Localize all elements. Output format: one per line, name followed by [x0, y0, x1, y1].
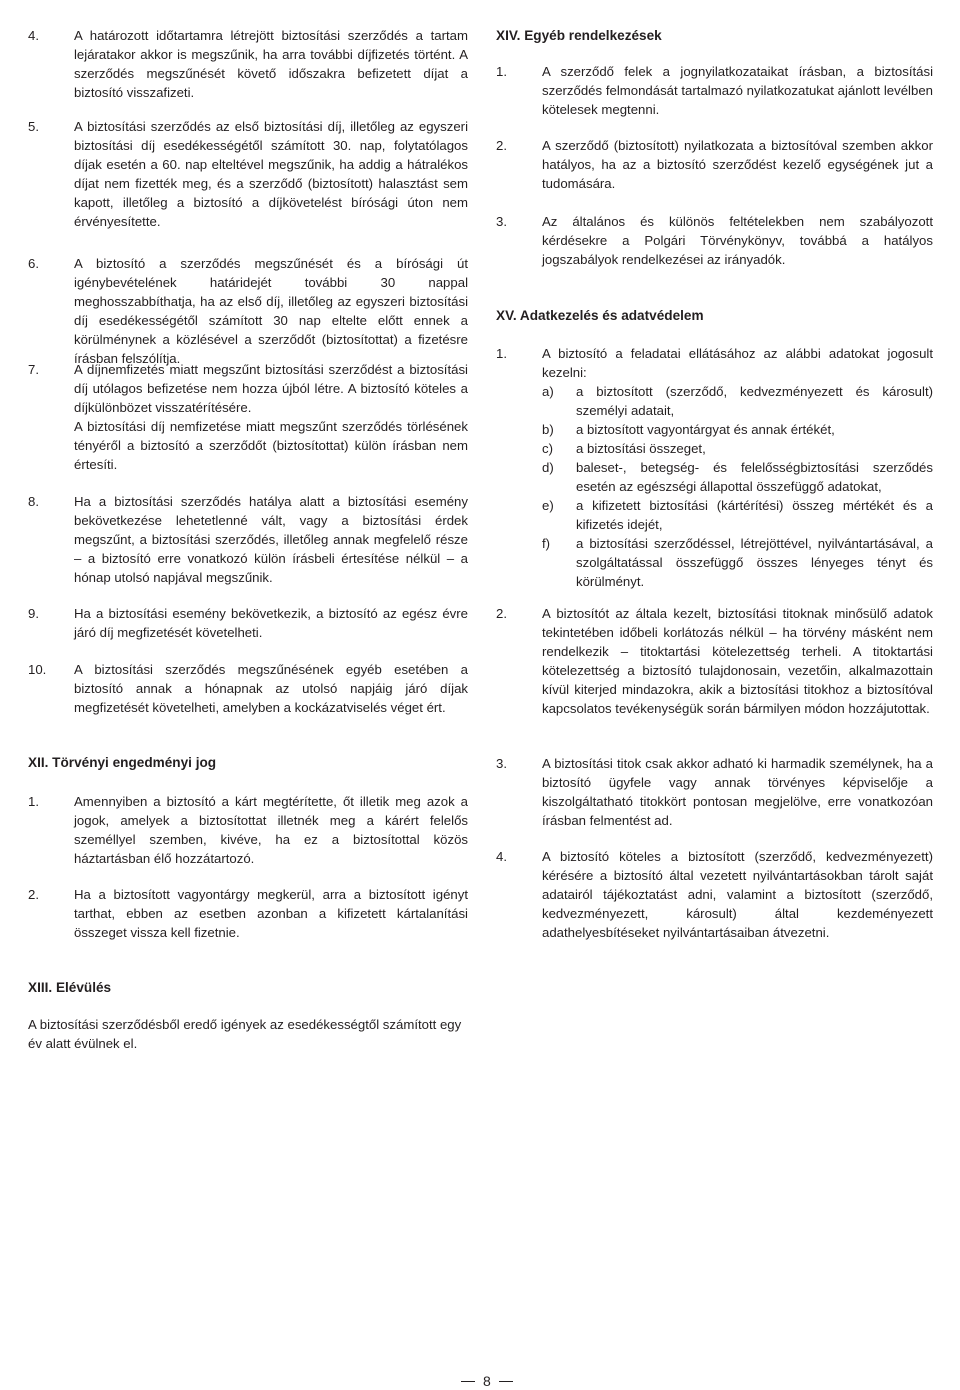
- xiv-clause-2: [496, 136, 933, 193]
- subitem-letter: f): [542, 536, 551, 551]
- clause-text: Ha a biztosítási szerződés hatálya alatt a biztosítási esemény bekövetkezése lehetetlenné vált, vagy a biztosítási érdek megszűnt, a biztosítási szerződés, illetőleg annak megfelelő része – a biztosító erre vonatkozó külön írásbeli értesítése nélkül – a hónap utolsó napjával megszűnik.: [74, 494, 468, 585]
- clause-intro: A biztosító a feladatai ellátásához az alábbi adatokat jogosult kezelni:: [542, 346, 933, 380]
- clause-number: 1.: [28, 794, 39, 809]
- page-number: [461, 1372, 513, 1390]
- clause-text: A biztosító a szerződés megszűnését és a bírósági út igénybevételének határidejét további 30 nappal meghosszabbíthatja, ha az első díj, illetőleg az egyszeri biztosítási díj esedékességétől számított 30 nap eltelte előtt ennek a körülménynek a közlésével a szerződőt (biztosítottat) a fizetésre írásban felszólítja.: [74, 256, 468, 366]
- dash-left: [461, 1381, 475, 1382]
- clause-number: 10.: [28, 662, 47, 677]
- clause-text-continued: A biztosítási díj nemfizetése miatt megszűnt szerződés törlésének tényéről a biztosító a szerződőt (biztosítottat) külön írásban nem értesíti.: [74, 419, 468, 472]
- clause-9: [28, 604, 468, 642]
- subitem-a: [542, 382, 933, 420]
- section-heading-xiii: XIII. Elévülés: [28, 980, 112, 995]
- clause-number: 2.: [496, 138, 507, 153]
- subitem-text: a kifizetett biztosítási (kártérítési) összeg mértékét és a kifizetés idejét,: [576, 498, 933, 532]
- clause-number: 8.: [28, 494, 39, 509]
- subitem-letter: e): [542, 498, 554, 513]
- subitem-text: baleset-, betegség- és felelősségbiztosítási szerződés esetén az egészségi állapottal összefüggő adatokat,: [576, 460, 933, 494]
- subitem-text: a biztosított vagyontárgyat és annak értékét,: [576, 422, 835, 437]
- clause-text: A biztosítási titok csak akkor adható ki harmadik személynek, ha a biztosító ügyfele vagy annak törvényes képviselője a kiszolgáltatható titokkört pontosan megjelölve, erre vonatkozóan írásban felmentést ad.: [542, 756, 933, 828]
- clause-text: Az általános és különös feltételekben nem szabályozott kérdésekre a Polgári Törvénykönyv, továbbá a hatályos jogszabályok rendelkezései az irányadók.: [542, 214, 933, 267]
- section-heading-xiv: XIV. Egyéb rendelkezések: [496, 28, 662, 43]
- clause-number: 5.: [28, 119, 39, 134]
- clause-number: 3.: [496, 756, 507, 771]
- clause-text: A biztosítási szerződés megszűnésének egyéb esetében a biztosító annak a hónapnak az utolsó napjáig járó díjak megfizetését követelheti, amelyben a kockázatviselés véget ért.: [74, 662, 468, 715]
- clause-text: A díjnemfizetés miatt megszűnt biztosítási szerződést a biztosítási díj utólagos befizetése nem hozza újból létre. A biztosító köteles a díjkülönbözet visszatérítésére.: [74, 362, 468, 415]
- subitem-text: a biztosítási szerződéssel, létrejöttével, nyilvántartásával, a szolgáltatással összefüggő összes lényeges tényt és körülményt.: [576, 536, 933, 589]
- subitem-text: a biztosítási összeget,: [576, 441, 706, 456]
- xii-clause-2: [28, 885, 468, 942]
- clause-text: A szerződő (biztosított) nyilatkozata a biztosítóval szemben akkor hatályos, ha az a biztosító szerződést kezelő egységének jut a tudomására.: [542, 138, 933, 191]
- section-heading-xii: XII. Törvényi engedményi jog: [28, 755, 217, 770]
- subitem-letter: b): [542, 422, 554, 437]
- subitem-b: [542, 420, 933, 439]
- clause-text: Ha a biztosítási esemény bekövetkezik, a biztosító az egész évre járó díj megfizetését követelheti.: [74, 606, 468, 640]
- clause-number: 2.: [496, 606, 507, 621]
- clause-number: 4.: [28, 28, 39, 43]
- clause-number: 6.: [28, 256, 39, 271]
- subitem-letter: c): [542, 441, 553, 456]
- clause-10: [28, 660, 468, 717]
- clause-text: A biztosítási szerződés az első biztosítási díj, illetőleg az egyszeri biztosítási díj esedékességétől számított 30. nap, folytatólagos díjak esetén a 60. nap elteltével megszűnik, ha addig a hátralékos díjat nem fizették meg, és a szerződő (biztosított) halasztást sem kapott, illetőleg a biztosító a díjkövetelést bírósági úton nem érvényesítette.: [74, 119, 468, 229]
- clause-number: 9.: [28, 606, 39, 621]
- clause-text: Ha a biztosított vagyontárgy megkerül, arra a biztosított igényt tarthat, ebben az esetben azonban a kifizetett kártalanítási összeget vissza kell fizetnie.: [74, 887, 468, 940]
- subitem-f: [542, 534, 933, 591]
- xv-clause-2: [496, 604, 933, 718]
- xv-clause-3: [496, 754, 933, 830]
- dash-right: [499, 1381, 513, 1382]
- subitem-d: [542, 458, 933, 496]
- clause-text: Amennyiben a biztosító a kárt megtérítette, őt illetik meg azok a jogok, amelyek a biztosítottat illetnék meg a kárért felelős személlyel szemben, kivéve, ha ez a biztosítottal közös háztartásban élő hozzátartozó.: [74, 794, 468, 866]
- clause-number: 2.: [28, 887, 39, 902]
- section-heading-xv: XV. Adatkezelés és adatvédelem: [496, 308, 704, 323]
- clause-6: [28, 254, 468, 368]
- clause-number: 7.: [28, 362, 39, 377]
- clause-5: [28, 117, 468, 231]
- xv-clause-1: [496, 344, 933, 591]
- clause-number: 1.: [496, 346, 507, 361]
- clause-number: 4.: [496, 849, 507, 864]
- clause-4: [28, 26, 468, 102]
- clause-text: A határozott időtartamra létrejött biztosítási szerződés a tartam lejáratakor akkor is megszűnik, ha arra további díjfizetés történt. A szerződés megszűnését követő időszakra befizetett díjat a biztosító visszafizeti.: [74, 28, 468, 100]
- section-text: A biztosítási szerződésből eredő igények az esedékességtől számított egy év alatt évülnek el.: [28, 1017, 462, 1051]
- xv-clause-4: [496, 847, 933, 942]
- clause-text: A biztosítót az általa kezelt, biztosítási titoknak minősülő adatok tekintetében időbeli korlátozás nélkül – ha törvény másként nem rendelkezik – titoktartási kötelezettség terheli. A titoktartási kötelezettség a biztosító tulajdonosain, vezetőin, alkalmazottain kívül kiterjed mindazokra, akik a biztosítási titokhoz a biztosítóval kapcsolatos tevékenységük során bármilyen módon hozzájutottak.: [542, 606, 933, 716]
- subitem-letter: a): [542, 384, 554, 399]
- xii-clause-1: [28, 792, 468, 868]
- subitem-c: [542, 439, 933, 458]
- clause-text: A biztosító köteles a biztosított (szerződő, kedvezményezett) kérésére a biztosító által vezetett nyilvántartásokban tárolt saját adatairól tájékoztatást adni, valamint a biztosított (szerződő, kedvezményezett, károsult) által kezdeményezett adathelyesbítéseket nyilvántartásaiban átvezetni.: [542, 849, 933, 940]
- subitem-text: a biztosított (szerződő, kedvezményezett és károsult) személyi adatait,: [576, 384, 933, 418]
- subitem-letter: d): [542, 460, 554, 475]
- xiv-clause-1: [496, 62, 933, 119]
- clause-number: 1.: [496, 64, 507, 79]
- page-number-value: 8: [483, 1373, 491, 1389]
- subitem-e: [542, 496, 933, 534]
- xiv-clause-3: [496, 212, 933, 269]
- clause-8: [28, 492, 468, 587]
- section-xiii: [28, 978, 473, 1053]
- clause-text: A szerződő felek a jognyilatkozataikat írásban, a biztosítási szerződés felmondását tartalmazó nyilatkozatukat ajánlott levélben kötelesek megtenni.: [542, 64, 933, 117]
- clause-number: 3.: [496, 214, 507, 229]
- clause-7: [28, 360, 468, 474]
